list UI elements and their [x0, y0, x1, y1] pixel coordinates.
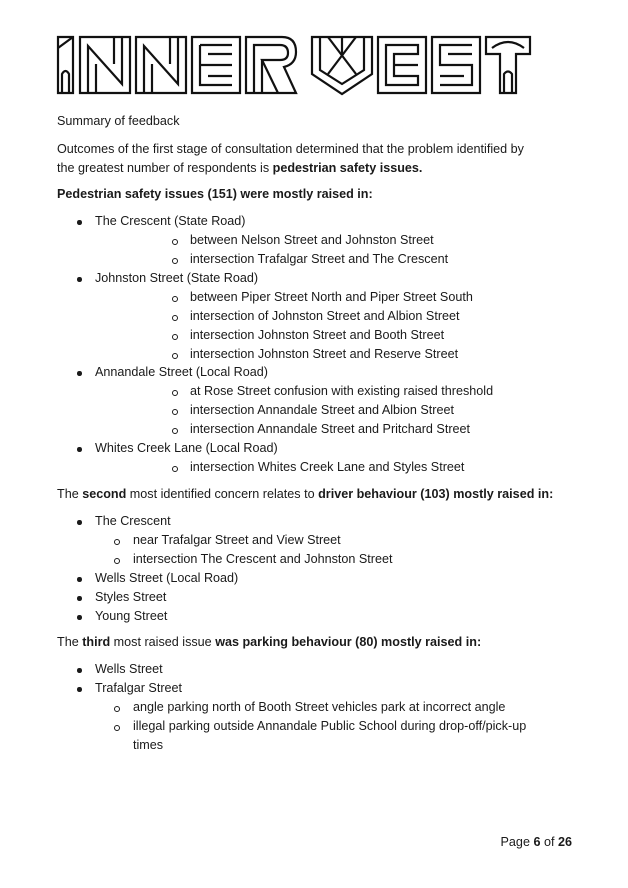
- sub-list-item: intersection Johnston Street and Reserve Street: [190, 347, 459, 361]
- circle-bullet-icon: [172, 258, 178, 264]
- sub-list-item: intersection The Crescent and Johnston Street: [133, 552, 393, 566]
- sub-list-item: between Piper Street North and Piper Street South: [190, 290, 473, 304]
- bullet-icon: [77, 220, 82, 225]
- bullet-icon: [77, 687, 82, 692]
- pedestrian-heading: Pedestrian safety issues (151) were mostly raised in:: [57, 187, 373, 201]
- intro-line-1: Outcomes of the first stage of consultation determined that the problem identified by: [57, 142, 524, 156]
- circle-bullet-icon: [114, 558, 120, 564]
- summary-heading: Summary of feedback: [57, 114, 180, 128]
- circle-bullet-icon: [172, 428, 178, 434]
- list-item: Wells Street: [95, 662, 163, 676]
- driver-heading: The second most identified concern relates to driver behaviour (103) mostly raised in:: [57, 487, 554, 501]
- sub-list-item: intersection Annandale Street and Albion Street: [190, 403, 454, 417]
- circle-bullet-icon: [172, 296, 178, 302]
- logo-letter-n1: [80, 37, 130, 93]
- circle-bullet-icon: [172, 353, 178, 359]
- sub-list-item: intersection Trafalgar Street and The Crescent: [190, 252, 449, 266]
- sub-list-item: intersection Annandale Street and Pritchard Street: [190, 422, 471, 436]
- logo-letter-r: [246, 37, 296, 93]
- bullet-icon: [77, 371, 82, 376]
- circle-bullet-icon: [172, 409, 178, 415]
- logo-letter-e2: [378, 37, 426, 93]
- bullet-icon: [77, 520, 82, 525]
- sub-list-item-wrap: times: [133, 738, 164, 752]
- sub-list-item: intersection of Johnston Street and Albion Street: [190, 309, 460, 323]
- logo-letter-s: [432, 37, 480, 93]
- sub-list-item: intersection Johnston Street and Booth Street: [190, 328, 445, 342]
- intro-line-2: the greatest number of respondents is pedestrian safety issues.: [57, 161, 423, 175]
- logo-letter-e: [192, 37, 240, 93]
- logo-letter-n2: [136, 37, 186, 93]
- circle-bullet-icon: [172, 334, 178, 340]
- bullet-icon: [77, 668, 82, 673]
- sub-list-item: between Nelson Street and Johnston Street: [190, 233, 434, 247]
- list-item: Young Street: [95, 609, 168, 623]
- sub-list-item: at Rose Street confusion with existing raised threshold: [190, 384, 494, 398]
- list-item: Trafalgar Street: [95, 681, 183, 695]
- list-item: Johnston Street (State Road): [95, 271, 259, 285]
- sub-list-item: angle parking north of Booth Street vehicles park at incorrect angle: [133, 700, 506, 714]
- bullet-icon: [77, 447, 82, 452]
- inner-west-logo: [56, 34, 532, 99]
- sub-list-item: illegal parking outside Annandale Public School during drop-off/pick-up: [133, 719, 527, 733]
- list-item: The Crescent (State Road): [95, 214, 246, 228]
- circle-bullet-icon: [172, 466, 178, 472]
- list-item: Annandale Street (Local Road): [95, 365, 268, 379]
- logo-letter-t: [486, 37, 530, 93]
- bullet-icon: [77, 577, 82, 582]
- circle-bullet-icon: [114, 706, 120, 712]
- circle-bullet-icon: [172, 390, 178, 396]
- circle-bullet-icon: [114, 725, 120, 731]
- bullet-icon: [77, 596, 82, 601]
- circle-bullet-icon: [172, 239, 178, 245]
- list-item: Wells Street (Local Road): [95, 571, 239, 585]
- bullet-icon: [77, 277, 82, 282]
- circle-bullet-icon: [114, 539, 120, 545]
- list-item: The Crescent: [95, 514, 171, 528]
- sub-list-item: intersection Whites Creek Lane and Styles Street: [190, 460, 465, 474]
- list-item: Styles Street: [95, 590, 167, 604]
- parking-heading: The third most raised issue was parking behaviour (80) mostly raised in:: [57, 635, 482, 649]
- circle-bullet-icon: [172, 315, 178, 321]
- page-number: Page 6 of 26: [500, 835, 572, 849]
- bullet-icon: [77, 615, 82, 620]
- logo-letter-w: [312, 37, 372, 94]
- list-item: Whites Creek Lane (Local Road): [95, 441, 278, 455]
- logo-letter-i: [58, 37, 73, 93]
- sub-list-item: near Trafalgar Street and View Street: [133, 533, 341, 547]
